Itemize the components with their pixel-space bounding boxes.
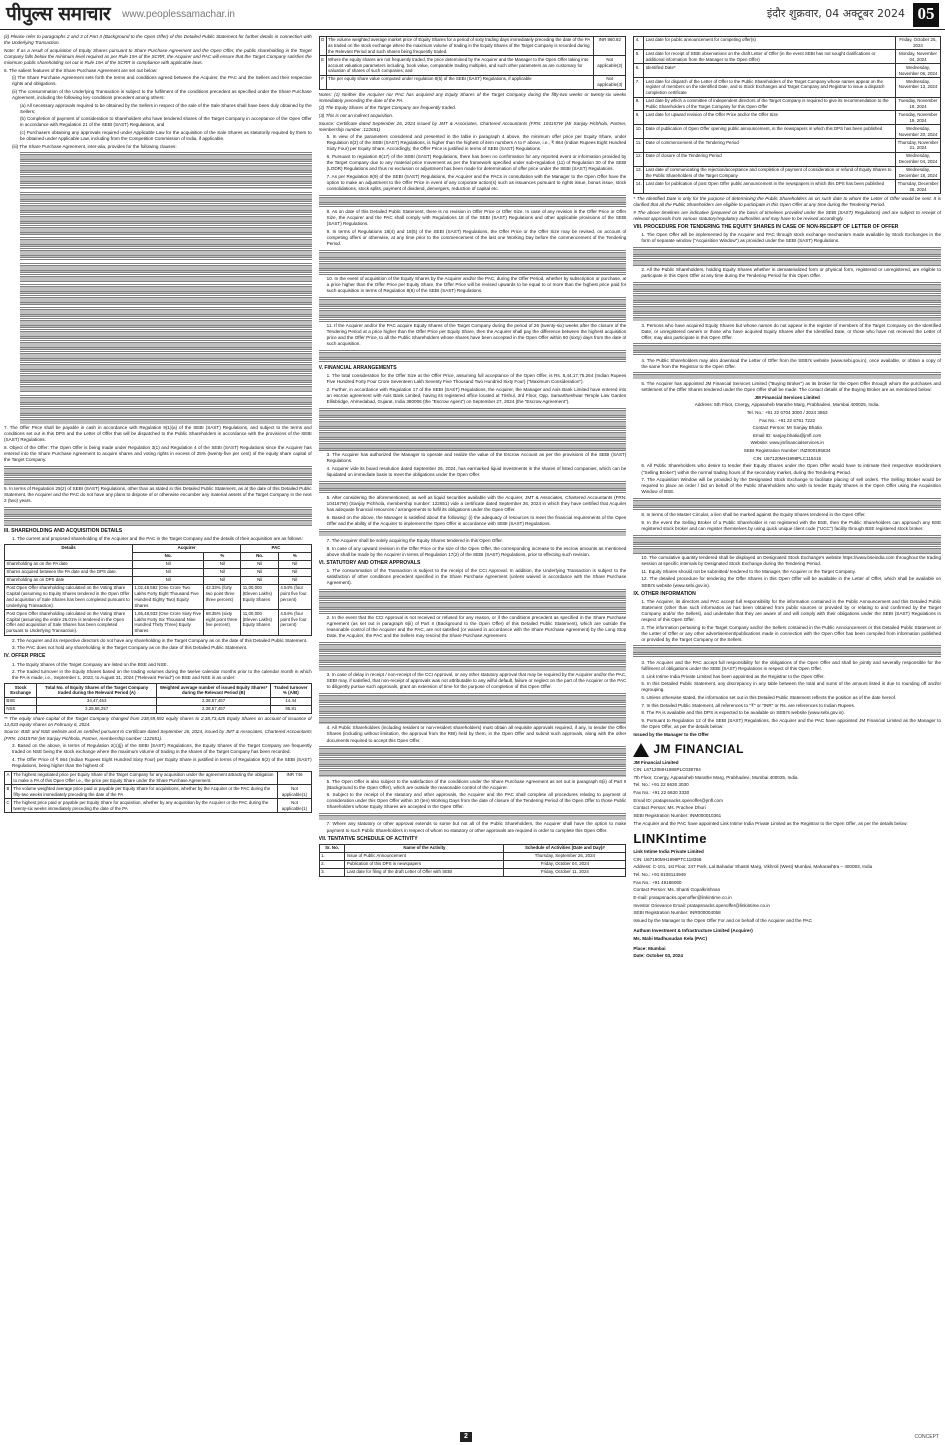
paragraph: (iii) The Share Purchase Agreement, inter-alia, provides for the following clauses: (12, 143, 177, 149)
table-cell: 4.54% (four point five four percent) (278, 610, 311, 635)
broker-email[interactable]: Email ID: sanjay.bhatia@jmfl.com (752, 432, 822, 438)
paragraph: 3. The Acquirer and the PAC accept full responsibility for the obligations of the Open Offer and shall be jointly and severally responsible for the fulfilment of obligations under the SEBI (SAST) Regulations in respect of this Open Offer. (641, 659, 942, 671)
paragraph: 6. The salient features of the Share Purchase Agreement are set out below: (4, 67, 158, 73)
table-cell: 68.35% (sixty eight point three five percent) (204, 610, 241, 635)
table-cell: F (319, 75, 326, 89)
table-cell: Nil (133, 568, 204, 576)
triangle-logo-icon (633, 743, 650, 757)
paragraph: 2. The information pertaining to the Target Company and/or the Sellers contained in the Public Announcement or this Detailed Public Statement or the Letter of Offer or any other advertisement/publications made in connection with the Open Offer has been compiled from information published or provided by the Target Company or the Sellers. (641, 624, 942, 642)
broker-contact: Contact Person: Mr Sanjay Bhatia (752, 425, 822, 431)
table-cell: Shareholding as on DPS date (5, 576, 133, 584)
paragraph: 3. In case of delay in receipt / non-receipt of the CCI Approval, or any other statutory approval that may be required by the Acquirer and/or the PAC, SEBI may, if satisfied, that non-receipt of approvals was not attributable to any wilful default, failure or neglect on the part of the Acquirer or the PAC to diligently pursue such approvals, grant an extension of time for the purpose of completion of this Open Offer. (326, 672, 627, 690)
table-row (634, 139, 941, 153)
registrar-cin: CIN: U67190MH1999PTC118368 (633, 856, 702, 862)
table-cell: Nil (241, 568, 279, 576)
signoff-acquirer: Authum Investment & Infrastructure Limited (Acquirer) (633, 927, 753, 933)
table-cell: 8. (634, 97, 644, 111)
column-2 (319, 34, 627, 1430)
table-row (634, 180, 941, 194)
broker-cin: CIN: U67120MH1998PLC115415 (753, 455, 822, 461)
table-row (319, 868, 626, 876)
broker-address: Address: 5th Floor, Cnergy, Appasaheb Marathe Marg, Prabhadevi, Mumbai 400025, India. (694, 402, 880, 408)
table-cell: D (319, 36, 326, 56)
table-cell: Nil (204, 560, 241, 568)
shareholding-table (4, 544, 312, 636)
paragraph: 6. Pursuant to regulation 8(17) of the SEBI (SAST) Regulations, there has been no confirmation for any reported event or information provided by the Target Company due to any material price movement as per the framework specified under sub-regulation (11) of Regulation 30 of the SEBI (LODR) Regulations and thus no exclusion or adjustment has been made for determination of offer price under the SEBI (SAST) Regulations. (326, 154, 627, 172)
column-3 (633, 34, 941, 1430)
registrar-issued: Issued by the Manager to the Open Offer For and on behalf of the Acquirer and the PAC (633, 917, 812, 923)
paragraph: 8. In terms of the Master Circular, a lien shall be marked against the Equity Shares tendered in the Open Offer. (641, 512, 866, 518)
paragraph: 1. The total consideration for the Offer Size at the Offer Price, assuming full acceptance of the Open Offer, is Rs. 5,44,17,75,264 (Indian Rupees Five Hundred Forty Four Crore Seventeen Lakh Seventy Five Thousand Two Hundred Sixty Four) ("Maximum Consideration"). (326, 373, 627, 385)
note: (3) This is not an indirect acquisition. (318, 112, 394, 118)
registrar-tel: Tel. No.: +91 8108114949 (633, 871, 686, 877)
paragraph: 5. In this Detailed Public Statement, any discrepancy in any table between the total and sums of the amount listed is due to rounding off and/or regrouping. (641, 681, 942, 693)
table-cell: Wednesday, November 06, 2024 (895, 64, 940, 78)
table-cell: The highest price paid or payable per Equity Share for acquisition, whether by any acquisition by the Acquirer or the PAC during the twenty-six weeks immediately preceding the date of the PA (11, 799, 277, 813)
paragraph: 7. As per Regulation 8(9) of the SEBI (SAST) Regulations, the Acquirer and the PACs in consultation with the Manager to the Open Offer have the option to make an adjustment to the Offer Price in event of any corporate action(s) such as issuances pursuant to rights issue, bonus issue, stock consolidations, stock splits, payment of dividend, demergers, reduction of capital etc. (326, 173, 627, 191)
table-row (5, 576, 312, 584)
manager-address: 7th Floor, Cnergy, Appasaheb Marathe Marg, Prabhadevi, Mumbai 400025, India. (633, 774, 799, 780)
column-1 (4, 34, 312, 1430)
registrar-sebi: SEBI Registration Number: INR000004058 (633, 910, 721, 916)
table-cell: The volume weighted average price paid or payable per Equity Share for acquisitions, whether by the Acquirer or the PAC during the fifty-two weeks immediately preceding the date of the PA (11, 785, 277, 799)
paragraph: 9. In the event the Selling Broker of a Public Shareholder is not registered with the BSE, then the Public Shareholders can approach any BSE registered stock broker and can register themselves by using quick unique client code ("UCC") facility through BSE registered stock broker. (641, 519, 942, 532)
source-note: Source: BSE and NSE website and as certified pursuant to Certificate dated September 26, 2024, issued by JMT & Associates, Chartered Accountants (FRN: 104157W (Mr Sanjay Pichhola, Partner, membership number :122651). (4, 729, 312, 741)
table-row (634, 77, 941, 97)
table-cell: The volume weighted average market price of Equity Shares for a period of sixty trading days immediately preceding the date of the PA as traded on the stock exchange where the maximum volume of trading in the Equity Shares of the Target Company is recorded during the Relevant Period and such shares being frequently traded. (326, 36, 594, 56)
table-cell: Shareholding as on the PA date (5, 560, 133, 568)
table-cell: Wednesday, November 13, 2024 (895, 77, 940, 97)
table-header: Schedule of Activities (Date and Day)# (504, 844, 626, 852)
table-row (5, 785, 312, 799)
table-cell: Thursday, December 26, 2024 (895, 180, 940, 194)
table-cell: Friday, October 04, 2024 (504, 860, 626, 868)
paragraph: 7. The Acquisition Window will be provided by the Designated Stock Exchange to facilitate placing of sell orders. The Selling Broker would be required to place an order / bid on behalf of the Public Shareholders who wish to tender Equity Shares in the Open Offer using the Acquisition Window of BSE. (641, 477, 942, 495)
paragraph: (c) Purchasers obtaining any approvals required under Applicable Law for the acquisition of the Sale Shares as statutorily required by them to be obtained under Applicable Law, including from the Competition Commission of India, if applicable. (20, 130, 312, 142)
table-cell: Thursday, September 26, 2024 (504, 852, 626, 860)
paragraph: 7. The Offer Price shall be payable in cash in accordance with Regulation 9(1)(a) of the SEBI (SAST) Regulations, and subject to the terms and conditions set out in this DPS and the Letter of Offer that will be dispatched to the Public Shareholders in accordance with the provisions of the SEBI (SAST) Regulations. (4, 425, 312, 443)
registrar-address: Address: C-101, 1st Floor, 247 Park, Lal Bahadur Shastri Marg, Vikhroli (West) Mumbai, Maharashtra – 400083, India (633, 864, 873, 870)
paragraph: 5. The Open Offer is also subject to the satisfaction of the conditions under the Share Purchase Agreement as set out in paragraph 6(ii) of Part II (Background to the Open Offer), which are outside the reasonable control of the Acquirer. (326, 778, 627, 790)
price-parameter-table-cont (319, 36, 627, 90)
table-cell: 14. (634, 180, 644, 194)
table-cell: Wednesday, December 18, 2024 (895, 166, 940, 180)
table-cell: Nil (278, 560, 311, 568)
table-cell: A (5, 771, 12, 785)
date: Date: October 03, 2024 (633, 953, 683, 959)
table-header: No. (241, 552, 279, 560)
dateline: इंदौर शुक्रवार, 04 अक्टूबर 2024 (766, 7, 905, 21)
table-row (319, 56, 626, 76)
broker-fax: Fax No.: +91 22 6761 7222 (759, 417, 816, 423)
paragraph: 2. In the event that the CCI Approval is not received or refused for any reason, or if the conditions precedent as specified in the Share Purchase Agreement (as set out in paragraph 6(ii) of Part II (Background to the Open Offer) of this Detailed Public Statement), which are outside the reasonable control of the Acquirer and the PAC, are not satisfied (or waived in accordance with the Share Purchase Agreement) by the Long Stop Date, the Acquirer, the PAC and the Sellers may rescind the Share Purchase Agreement. (326, 615, 627, 639)
concept-label: CONCEPT (914, 1434, 939, 1440)
paragraph: 1. The Open Offer will be implemented by the Acquirer and PAC through stock exchange mechanism made available by Stock Exchanges in the form of separate window ("Acquisition Window") as provided under the SEBI (SAST) Regulations. (641, 232, 942, 244)
manager-cin: CIN: L67120MH1986PLC038784 (633, 767, 701, 773)
table-cell: Last date for dispatch of the Letter of Offer to the Public Shareholders of the Target Company whose names appear on the register of members on the Identified Date, and to Stock Exchanges and Target Company and Registrar to issue a dispatch completion certificate (644, 77, 896, 97)
signoff-pac: Ms. Mahi Madhusudan Kela (PAC) (633, 935, 708, 941)
turnover-table (4, 683, 312, 714)
table-cell: Date of commencement of the Tendering Period (644, 139, 896, 153)
table-header: No. (133, 552, 204, 560)
table-row (634, 125, 941, 139)
table-cell: Nil (133, 560, 204, 568)
paragraph: 3. Based on the above, in terms of Regulation 2(1)(j) of the SEBI (SAST) Regulations, the Equity Shares of the Target Company are frequently traded on NSE being the stock exchange where the maximum volume of trading in the shares of the Target Company has been recorded. (12, 743, 312, 755)
paragraph: 3. The Acquirer has authorized the Manager to operate and realize the value of the Escrow Account as per the provisions of the SEBI (SAST) Regulations. (326, 452, 627, 464)
table-header: Name of the Activity (345, 844, 504, 852)
price-parameter-table (4, 771, 312, 813)
registrar-name: Link Intime India Private Limited (633, 848, 704, 854)
table-row (319, 75, 626, 89)
table-header: Total No. of Equity Shares of the Target Company traded during the Relevant Period (A) (37, 683, 157, 697)
paragraph: 3. Persons who have acquired Equity Shares but whose names do not appear in the register of members of the Target Company on the Identified Date, or unregistered owners or those who have acquired Equity Shares after the Identified Date, or those who have not received the Letter of Offer, may also participate in this Open Offer. (641, 322, 942, 340)
table-cell: Last date for receipt of SEBI observations on the draft Letter of Offer (in the event SEBI has not sought clarifications or additional information from the Manager to the Open Offer) (644, 50, 896, 64)
paragraph: 2. The traded turnover in the Equity Shares based on the trading volumes during the twelve calendar months prior to the calendar month in which the PA is made, i.e., September 1, 2023, to August 31, 2024 ("Relevant Period") on BSE and NSE is as under: (12, 669, 312, 681)
paragraph: 4. The Public Shareholders may also download the Letter of Offer from the SEBI's website (www.sebi.gov.in), once available, or obtain a copy of the same from the Registrar to the Open Offer. (641, 357, 942, 369)
table-cell: 1,02,48,582 (One Crore Two Lakhs Forty Eight Thousand Five Hundred Eighty Two) Equity Shares (133, 584, 204, 609)
table-row (634, 166, 941, 180)
table-cell: 6. (634, 64, 644, 78)
table-cell: 13. (634, 166, 644, 180)
table-cell: 2,38,67,457 (157, 697, 271, 705)
table-cell: Last date by which a committee of independent directors of the Target Company is required to give its recommendation to the Public Shareholders of the Target Company for this Open Offer (644, 97, 896, 111)
note: Note: If as a result of acquisition of Equity Shares pursuant to Share Purchase Agreement and the Open Offer, the public shareholding in the Target Company falls below the minimum level required as per Rule 19A of the SCRR, the Acquirer and PAC will ensure that the Target Company satisfies the minimum public shareholding set out in Rule 19A of the SCRR in compliance with applicable laws. (4, 47, 312, 65)
table-cell: 2,38,67,457 (157, 705, 271, 713)
broker-details (633, 395, 941, 462)
paragraph: (ii) Please refer to paragraphs 2 and 3 of Part II (Background to the Open Offer) of this Detailed Public Statement for further details in connection with the Underlying Transaction. (4, 34, 312, 46)
manager-fax: Fax No.: +91 22 6630 3330 (633, 790, 690, 796)
paragraph: 2. The Acquirer and its respective directors do not have any shareholding in the Target Company as on the date of this Detailed Public Statement. (12, 637, 308, 643)
article-columns (4, 34, 941, 1430)
table-cell: Tuesday, November 19, 2024 (895, 111, 940, 125)
note: * The Identified Date is only for the purpose of determining the Public Shareholders as on such date to whom the Letter of Offer would be sent. It is clarified that all the Public Shareholders are eligible to participate in this Open Offer at any time during the Tendering Period. (633, 196, 942, 208)
table-cell: Thursday, November 21, 2024 (895, 139, 940, 153)
section-heading: III. SHAREHOLDING AND ACQUISITION DETAILS (4, 527, 123, 534)
table-cell: Last date for publication of post Open Offer public announcement in the newspapers in which this DPS has been published (644, 180, 896, 194)
table-cell: 12. (634, 152, 644, 166)
table-cell: INR 746 (278, 771, 311, 785)
table-cell: 14.44 (271, 697, 312, 705)
table-row (5, 799, 312, 813)
table-cell: 11. (634, 139, 644, 153)
table-cell: 95.81 (271, 705, 312, 713)
paragraph: (i) The Share Purchase Agreement sets forth the terms and conditions agreed between the Acquirer, the PAC and the Sellers and their respective rights and obligations. (12, 75, 312, 87)
table-cell: 11,00,000 (Eleven Lakhs) Equity Shares (241, 610, 279, 635)
table-cell: 1. (319, 852, 345, 860)
table-row (319, 860, 626, 868)
table-row (5, 610, 312, 635)
paragraph: 5. The Acquirer has appointed JM Financial Services Limited ("Buying Broker") as its broker for the Open Offer through whom the purchases and settlement of the Offer Shares tendered under the Open Offer shall be made. The contact details of the Buying Broker are as mentioned below: (641, 380, 942, 392)
paragraph: 11. Equity Shares should not be submitted/ tendered to the Manager, the Acquirer or the Target Company. (641, 568, 856, 574)
table-cell: 9. (634, 111, 644, 125)
link-intime-logo: LINKIntime (633, 830, 707, 846)
note: Notes: (1) Neither the Acquirer nor PAC has acquired any Equity Shares of the Target Company during the fifty-two weeks or twenty-six weeks immediately preceding the date of the PA. (318, 91, 627, 103)
table-cell: Date of publication of Open Offer opening public announcement, in the newspapers in which this DPS has been published (644, 125, 896, 139)
page-number: 05 (913, 3, 939, 27)
manager-tel: Tel. No.: +91 22 6630 3030 (633, 782, 689, 788)
website-url[interactable]: www.peoplessamachar.in (122, 8, 235, 20)
table-cell: Nil (278, 568, 311, 576)
table-cell: NSE (5, 705, 37, 713)
note: # The above timelines are indicative (prepared on the basis of timelines provided under the SEBI (SAST) Regulations) and are subject to receipt of relevant approvals from various statutory/regulatory authorities and may have to be revised accordingly. (633, 209, 942, 222)
table-row (634, 152, 941, 166)
registrar-investor-email[interactable]: Investor Grievance Email: pratapsnacks.openoffer@linkintime.co.in (633, 902, 770, 908)
table-cell: 2,28,66,257 (37, 705, 157, 713)
registrar-contact: Contact Person: Ms. Shanti Gopalkrishnan (633, 887, 721, 893)
paragraph: 7. The Acquirer shall be solely acquiring the Equity Shares tendered in this Open Offer. (326, 537, 503, 543)
table-cell: Last date for upward revision of the Offer Price and/or the Offer Size (644, 111, 896, 125)
table-cell: Post Open Offer shareholding calculated on the Voting Share Capital (assuming the entire 26.01% is tendered in the Open Offer and acquisition of Sale Shares has been completed pursuant to Underlying Transaction). (5, 610, 133, 635)
table-row (5, 771, 312, 785)
table-header: Acquirer (133, 544, 241, 552)
table-cell: Issue of Public Announcement (345, 852, 504, 860)
table-row (5, 568, 312, 576)
paragraph: 2. All the Public Shareholders, holding Equity Shares whether in dematerialized form or physical form, registered or unregistered, are eligible to participate in this Open Offer at any time during the Tendering Period for this Open Offer. (641, 267, 942, 279)
table-cell: 11,00,000 (Eleven Lakhs) Equity Shares (241, 584, 279, 609)
table-cell: Last date for public announcement for competing offer(s) (644, 36, 896, 50)
note: (2) The Equity Shares of the Target Company are frequently traded. (318, 105, 457, 111)
table-header: Sr. No. (319, 844, 345, 852)
paragraph: 6. Unless otherwise stated, the information set out in this Detailed Public Statement reflects the position as of the date hereof. (641, 694, 897, 700)
paragraph: 6. All Public Shareholders who desire to tender their Equity Shares under the Open Offer would have to intimate their respective stockbrokers ("Selling Broker") within the normal trading hours of the secondary market, during the Tendering Period. (641, 463, 942, 475)
table-cell: Wednesday, December 04, 2024 (895, 152, 940, 166)
paragraph: 6. Subject to the receipt of the statutory and other approvals, the Acquirer and the PAC shall complete all procedures relating to payment of consideration under this Open Offer within 10 (ten) Working Days from the date of closure of the Tendering Period of the Open Offer to those Public Shareholders whose Equity Shares are accepted in the Open Offer. (326, 792, 627, 810)
paragraph: 8. The PA is available and this DPS is expected to be available on SEBI's website (www.sebi.gov.in). (641, 710, 845, 716)
table-row (634, 64, 941, 78)
paragraph: 1. The Equity Shares of the Target Company are listed on the BSE and NSE. (12, 661, 168, 667)
note: ** The equity share capital of the Target Company changed from 238,59,592 equity shares to 2,38,73,425 Equity Shares on account of issuance of 13,833 equity shares on February 6, 2024. (4, 715, 312, 727)
table-row (634, 50, 941, 64)
table-cell: 3. (319, 868, 345, 876)
table-cell: Post Open Offer shareholding calculated on the Voting Share Capital (assuming no Equity Shares tendered in the Open Offer and acquisition of Sale Shares has been completed pursuant to Underlying Transaction). (5, 584, 133, 609)
table-row (319, 852, 626, 860)
table-header: % (204, 552, 241, 560)
manager-sebi: SEBI Registration Number: INM000010361 (633, 813, 722, 819)
broker-name: JM Financial Services Limited (754, 394, 820, 400)
paragraph: 9. In terms of Regulations 18(4) and 18(5) of the SEBI (SAST) Regulations, the Offer Price or the Offer Size may be revised, on account of competing offers or otherwise, at any time prior to the commencement of the last one Working Day before the commencement of the Tendering Period. (326, 228, 627, 246)
table-cell: Where the equity shares are not frequently traded, the price determined by the Acquirer and the Manager to the Open Offer taking into account valuation parameters including, book value, comparable trading multiples, and such other parameters as are customary for valuation of shares of such companies; and (326, 56, 594, 76)
masthead (0, 0, 945, 30)
paragraph: 8. In case of any upward revision in the Offer Price or the size of the Open Offer, the corresponding increase to the escrow amounts as mentioned above shall be made by the Acquirer in terms of Regulation 17(2) of the SEBI (SAST) Regulations, prior to effecting such revision. (326, 545, 627, 557)
table-cell: 10. (634, 125, 644, 139)
table-cell: Nil (241, 560, 279, 568)
table-header: Details (5, 544, 133, 560)
table-cell: Nil (241, 576, 279, 584)
table-cell: The highest negotiated price per Equity Share of the Target Company for any acquisition under the agreement attracting the obligation to make a PA of this Open Offer i.e., the price per Equity Share under the Share Purchase Agreement. (11, 771, 277, 785)
table-row (319, 36, 626, 56)
table-row (5, 560, 312, 568)
paragraph: 4. The Offer Price of ₹ 864 (Indian Rupees Eight Hundred Sixty Four) per Equity Share is justified in terms of Regulation 8(2) of the SEBI (SAST) Regulations, being higher than the highest of: (12, 756, 312, 768)
table-cell: INR 860.82 (594, 36, 626, 56)
registrar-email[interactable]: E-mail: pratapsnacks.openoffer@linkintime.co.in (633, 894, 732, 900)
table-header: Weighted average number of issued Equity Shares* during the Relevant Period (B) (157, 683, 271, 697)
paragraph: 1. The Acquirer, its directors and PAC accept full responsibility for the information contained in the Public Announcement and this Detailed Public Statement (other than such information as has been obtained from public sources or provided by or relating to and confirmed by the Target Company and/or the Sellers), and undertake that they are aware of and will comply with their obligations under the SEBI (SAST) Regulations in respect of this Open Offer. (641, 598, 942, 622)
table-header: Stock Exchange (5, 683, 37, 697)
schedule-table-cont (633, 36, 941, 195)
paragraph: 9. Pursuant to Regulation 12 of the SEBI (SAST) Regulations, the Acquirer and the PAC have appointed JM Financial Limited as the Manager to the Open Offer, as per the details below: (641, 717, 942, 729)
clause-block (4, 151, 312, 423)
table-cell: B (5, 785, 12, 799)
table-cell: E (319, 56, 326, 76)
registrar-intro: The Acquirer and the PAC have appointed Link Intime India Private Limited as the Registrar to the Open Offer, as per the details below: (633, 820, 908, 826)
paragraph: 11. If the Acquirer and/or the PAC acquire Equity Shares of the Target Company during the period of 26 (twenty-six) weeks after the closure of the Tendering Period at a price higher than the Offer Price per Equity Share, then the Acquirer shall pay the difference between the highest acquisition price and the Offer Price, to all the Public Shareholders whose shares have been accepted in the Open Offer within 60 (sixty) days from the date of such acquisition. (326, 323, 627, 347)
paragraph: 1. The current and proposed shareholding of the Acquirer and the PAC in the Target Company and the details of their acquisition are as follows: (12, 536, 303, 542)
table-row (5, 697, 312, 705)
table-header: % (278, 552, 311, 560)
table-cell: Friday, October 11, 2024 (504, 868, 626, 876)
paragraph: (b) Completion of payment of consideration to shareholders who have tendered shares of the Target Company in acceptance of the Open Offer in accordance with Regulation 21 of the SEBI (SAST) Regulations, and (20, 116, 312, 128)
table-cell: Tuesday, November 19, 2024 (895, 97, 940, 111)
table-cell: Nil (204, 576, 241, 584)
table-row (634, 111, 941, 125)
table-cell: Nil (204, 568, 241, 576)
paragraph: 5. After considering the aforementioned, as well as liquid securities available with the Acquirer, JMT & Associates, Chartered Accountants (FRN: 104167W) (Sanjay Pichhola, membership number: 122651) vide a certificate dated September 26, 2024 in which they have certified that Acquirer has adequate financial resources / arrangements to fulfil its obligations under the Open Offer. (326, 494, 627, 513)
table-header: Traded turnover % (A/B) (271, 683, 312, 697)
paragraph: 9. In terms of Regulation 25(2) of SEBI (SAST) Regulations, other than as stated in this Detailed Public Statement, as at the date of this Detailed Public Statement, the Acquirer and the PAC do not have any plans to dispose of or otherwise encumber any material assets of the Target Company in the next 2 (two) years. (4, 486, 312, 504)
table-cell: 7. (634, 77, 644, 97)
table-cell: Monday, November 04, 2024 (895, 50, 940, 64)
table-cell: 34,47,463 (37, 697, 157, 705)
table-cell: 1,65,48,933 (One Crore Sixty Five Lakhs Forty Six Thousand Nine Hundred Thirty Three) Equity Shares (133, 610, 204, 635)
table-cell: Shares acquired between the PA date and the DPS date. (5, 568, 133, 576)
table-cell: Publication of this DPS in newspapers (345, 860, 504, 868)
registrar-fax: Fax No.: +91 49186060 (633, 879, 682, 885)
paragraph: 8. Object of the Offer: The Open Offer is being made under Regulation 3(1) and Regulation 4 of the SEBI (SAST) Regulations since the Acquirer has entered into the Share Purchase Agreement to acquire shares and voting rights in excess of 25% (twenty-five per cent) of the equity share capital of the Target Company. (4, 444, 312, 463)
section-heading: VI. STATUTORY AND OTHER APPROVALS (318, 559, 421, 566)
broker-sebi: SEBI Registration Number: INZ000195834 (743, 448, 831, 454)
table-cell: Not applicable(2) (594, 56, 626, 76)
broker-website[interactable]: Website: www.jmfinancialservices.in (750, 440, 824, 446)
paragraph: 10. In the event of acquisition of the Equity Shares by the Acquirer and/or the PAC, during the Offer Period, whether by subscription or purchase, at a price higher than the Offer Price per Equity Share, the Offer Price will be revised upwards to be equal to or more than the highest price paid for such acquisition in terms of Regulation 8(8) of the SEBI (SAST) Regulations. (326, 276, 627, 294)
footer-page-number: 2 (460, 1432, 472, 1442)
paragraph: (a) All necessary approvals required to be obtained by the Sellers in respect of the sale of the Sale Shares shall have been duly obtained by the Sellers; (20, 102, 312, 114)
table-cell: 4. (634, 36, 644, 50)
table-row (634, 97, 941, 111)
paragraph: 8. As on date of this Detailed Public Statement, there is no revision in Offer Price or Offer Size. In case of any revision in the Offer Price or Offer Size, the Acquirer and the PAC shall comply with Regulations 18 of the SEBI (SAST) Regulations and other applicable provisions of the SEBI (SAST) Regulations. (326, 209, 627, 227)
table-row (5, 584, 312, 609)
table-cell: 42.33% (forty two point three three percent) (204, 584, 241, 609)
section-heading: V. FINANCIAL ARRANGEMENTS (318, 365, 397, 372)
paragraph: 12. The detailed procedure for tendering the Offer Shares in this Open Offer will be available in the Letter of Offer, which shall be available on SEBI's website (www.sebi.gov.in). (641, 576, 942, 588)
schedule-table (319, 844, 627, 877)
table-cell: Friday, October 25, 2024 (895, 36, 940, 50)
broker-tel: Tel. No.: +91 22 6704 3000 / 3024 3853 (746, 409, 828, 415)
table-cell: 5. (634, 50, 644, 64)
table-cell: Identified Date* (644, 64, 896, 78)
table-cell: Wednesday, November 20, 2024 (895, 125, 940, 139)
table-row (5, 705, 312, 713)
table-cell: Not applicable(3) (594, 75, 626, 89)
table-cell: Nil (278, 576, 311, 584)
newspaper-logo: पीपुल्स समाचार (6, 2, 111, 25)
paragraph: 4. Link Intime India Private Limited has been appointed as the Registrar to the Open Offer. (641, 673, 825, 679)
paragraph: 10. The cumulative quantity tendered shall be displayed on Designated Stock Exchange's website https://www.bseindia.com throughout the trading session at specific intervals by Designated Stock Exchange during the Tendering Period. (641, 555, 942, 567)
paragraph: 7. In this Detailed Public Statement, all references to "₹" or "INR" or Rs. are references to Indian Rupees. (641, 702, 856, 708)
paragraph: 4. All Public Shareholders (including resident or non-resident shareholders) must obtain all requisite approvals required, if any, to tender the Offer Shares (including without limitation, the approval from the RBI) held by them, in the Open Offer and submit such approvals, along with the other documents required to accept this Open Offer. (326, 725, 627, 743)
paragraph: 5. In view of the parameters considered and presented in the table in paragraph 4 above, the minimum offer price per Equity Share, under Regulation 8(2) of the SEBI (SAST) Regulations, is higher than the highest of item numbers A to F above, i.e., ₹ 864 (Indian Rupees Eight Hundred Sixty Four) per Equity Share. Accordingly, the Offer Price is justified in terms of SEBI (SAST) Regulations. (326, 134, 627, 152)
paragraph: 3. The PAC does not hold any shareholding in the Target Company as on the date of this Detailed Public Statement. (12, 645, 248, 651)
table-cell: 4.54% (four point five four percent) (278, 584, 311, 609)
table-cell: Last date of communicating the rejection/acceptance and completion of payment of consideration or refund of Equity Shares to the Public Shareholders of the Target Company (644, 166, 896, 180)
place: Place: Mumbai (633, 945, 666, 951)
manager-contact: Contact Person: Ms. Prachee Dhuri (633, 805, 706, 811)
jm-financial-logo-text: JM FINANCIAL (653, 741, 745, 756)
section-heading: IV. OFFER PRICE (4, 653, 46, 660)
manager-name: JM Financial Limited (633, 759, 679, 765)
table-cell: Not applicable(1) (278, 785, 311, 799)
paragraph: 7. Where any statutory or other approval extends to some but not all of the Public Shareholders, the Acquirer shall have the option to make payment to such Public Shareholders in respect of whom no statutory or other approvals are required in order to complete this Open Offer. (326, 821, 627, 833)
table-cell: C (5, 799, 12, 813)
table-cell: Nil (133, 576, 204, 584)
section-heading: VII. TENTATIVE SCHEDULE OF ACTIVITY (318, 835, 418, 842)
source-note: Source: Certificate dated September 26, 2024 issued by JMT & Associates, Chartered Accountants (FRN: 104157W (Mr Sanjay Pichhola, Partner, membership number :122651) (318, 120, 627, 132)
paragraph: (ii) The consummation of the Underlying Transaction is subject to the fulfilment of the conditions precedent as specified under the Share Purchase Agreement, including the following key conditions precedent among others: (12, 88, 312, 100)
manager-email[interactable]: Email ID: pratapsnacks.openoffer@jmfl.com (633, 797, 723, 803)
jm-financial-logo (633, 742, 941, 758)
paragraph: 6. Based on the above, the Manager is satisfied about the following: (i) the adequacy of resources to meet the financial requirements of the Open Offer and the ability of the Acquirer to implement the Open Offer in accordance with SEBI (SAST) Regulations. (326, 514, 627, 526)
paragraph: 1. The consummation of the Transaction is subject to the receipt of the CCI Approval. In addition, the Underlying Transaction is subject to the satisfaction of other conditions precedent specified in the Share Purchase Agreement (unless waived in accordance with the Share Purchase Agreement). (326, 567, 627, 585)
table-cell: Not applicable(1) (278, 799, 311, 813)
paragraph: 4. Acquirer vide its board resolution dated September 26, 2024, has earmarked liquid investments in the shares of listed companies, which can be liquidated on immediate basis to meet the obligations under the Open Offer. (326, 465, 627, 477)
table-cell: BSE (5, 697, 37, 705)
table-header: PAC (241, 544, 311, 552)
issued-by-label: Issued by the Manager to the Offer (633, 731, 709, 737)
section-heading: IX. OTHER INFORMATION (633, 590, 696, 597)
table-cell: Last date for filing of the draft Letter of Offer with SEBI (345, 868, 504, 876)
table-row (634, 36, 941, 50)
table-cell: Date of closure of the Tendering Period (644, 152, 896, 166)
section-heading: VIII. PROCEDURE FOR TENDERING THE EQUITY SHARES IN CASE OF NON-RECEIPT OF LETTER OF OFFER (633, 224, 899, 231)
table-cell: 2. (319, 860, 345, 868)
table-cell: The per equity share value computed under regulation 8(5) of the SEBI (SAST) Regulations, if applicable (326, 75, 594, 89)
paragraph: 2. Further, in accordance with Regulation 17 of the SEBI (SAST) Regulations, the Acquirer, the Manager and Axis Bank Limited have entered into an escrow agreement with Axis Bank Limited, having its registered office located at Trishul, 3rd Floor, Opp. Samartheshwar Temple Law Garden Ellisbridge, Ahmedabad, Gujarat, India 380006 (the "Escrow Agent") on September 27, 2024 (the "Escrow Agreement"). (326, 386, 627, 405)
